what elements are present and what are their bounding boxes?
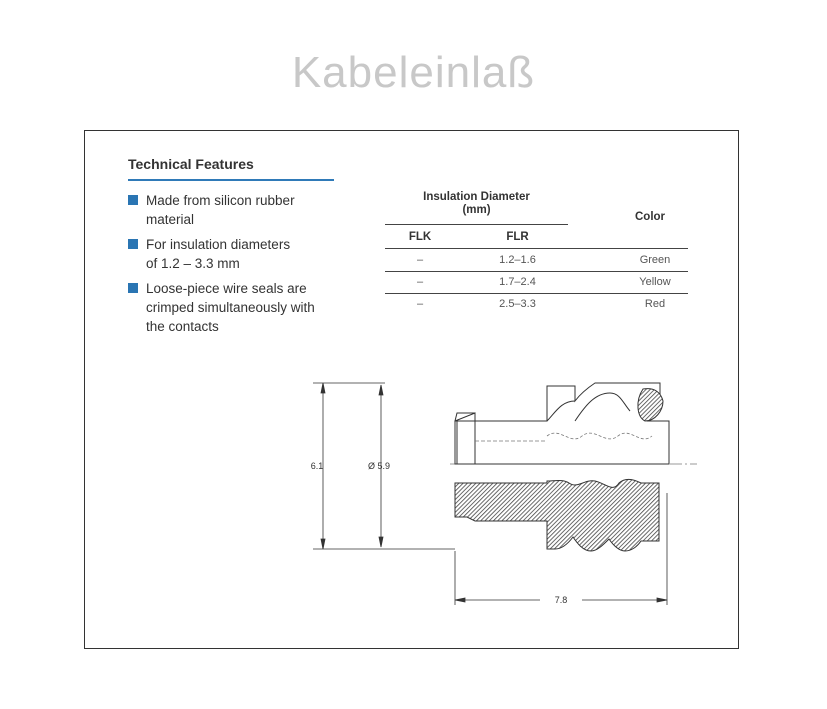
col-header-flr: FLR <box>506 231 529 243</box>
col-header-color: Color <box>634 211 666 223</box>
wire-seal-drawing <box>85 131 737 647</box>
dim-length-label: 7.8 <box>554 595 568 605</box>
feature-text-line: of 1.2 – 3.3 mm <box>146 256 240 271</box>
cell-flr: 1.7–2.4 <box>499 276 536 288</box>
features-heading: Technical Features <box>128 156 254 172</box>
seal-lip-section <box>638 389 663 421</box>
feature-text-line: material <box>146 212 195 227</box>
datasheet-frame <box>84 130 739 649</box>
cell-flr: 2.5–3.3 <box>499 298 536 310</box>
feature-text-line: Loose-piece wire seals are <box>146 281 307 296</box>
feature-text-line: For insulation diameters <box>146 237 291 252</box>
group-header-line: (mm) <box>462 204 491 216</box>
dim-outer-label: 6.1 <box>310 461 324 471</box>
cell-color: Green <box>639 254 671 266</box>
cell-flr: 1.2–1.6 <box>499 254 536 266</box>
cell-color: Red <box>644 298 666 310</box>
col-header-flk: FLK <box>408 231 432 243</box>
cell-flk: – <box>416 254 424 266</box>
cell-flk: – <box>416 276 424 288</box>
seal-upper-outline <box>455 383 669 464</box>
hidden-contour-line <box>547 433 652 439</box>
cell-color: Yellow <box>639 276 671 288</box>
seal-lower-section <box>455 479 659 551</box>
feature-text-line: the contacts <box>146 319 219 334</box>
cell-flk: – <box>416 298 424 310</box>
dim-inner-label: Ø 5.9 <box>368 461 391 471</box>
feature-text-line: crimped simultaneously with <box>146 300 315 315</box>
page-title: Kabeleinlaß <box>291 48 536 97</box>
feature-text-line: Made from silicon rubber <box>146 193 295 208</box>
group-header-line: Insulation Diameter <box>423 191 530 203</box>
